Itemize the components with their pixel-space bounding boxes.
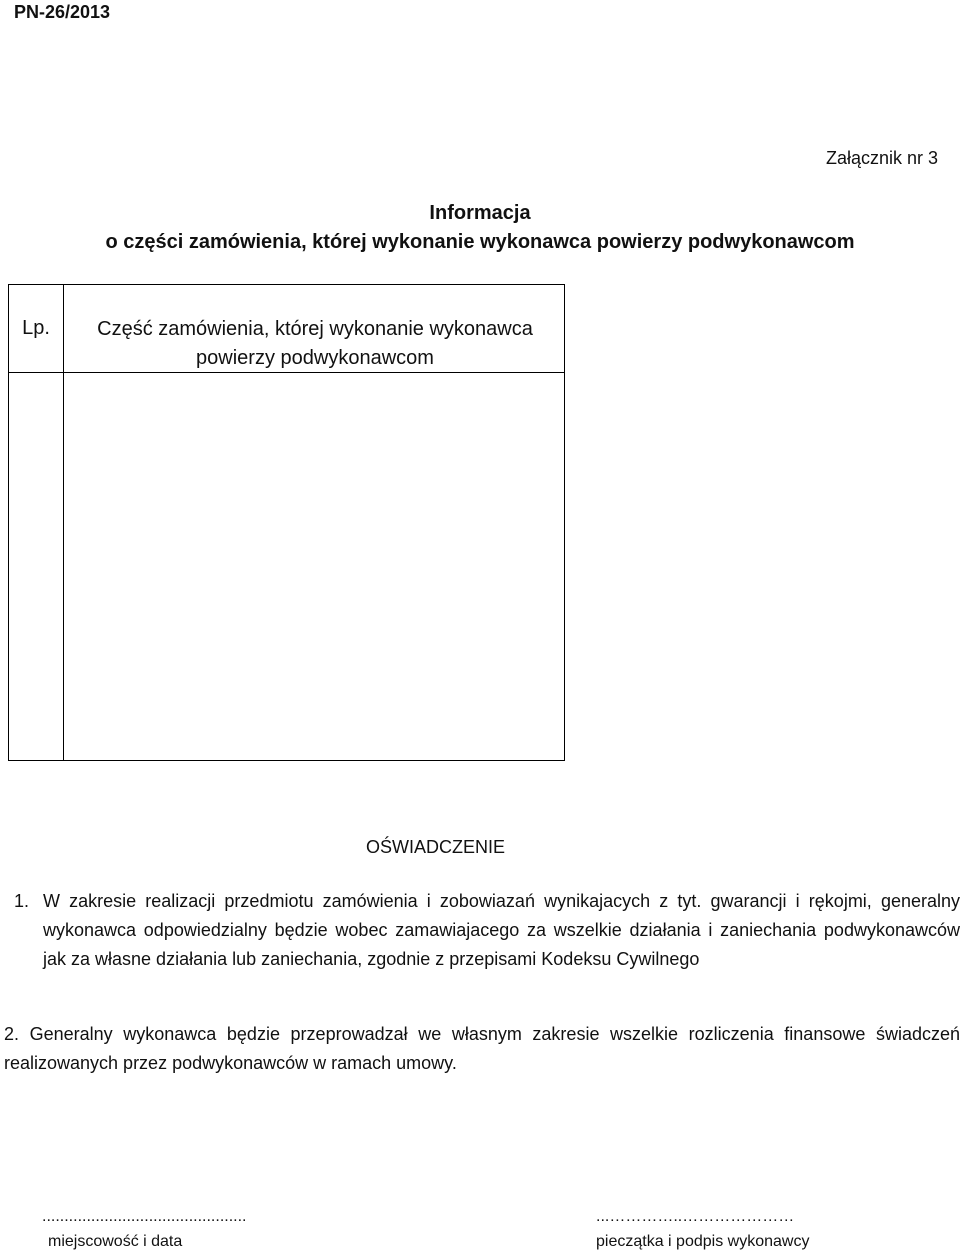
declaration-item-1	[14, 887, 960, 974]
declaration-item-text: W zakresie realizacji przedmiotu zamówienia i zobowiazań wynikajacych z tyt. gwarancji i rękojmi, generalny wykonawca odpowiedzialny będzie wobec zamawiajacego za wszelkie działania i zaniechania podwykonawców jak za własne działania lub zaniechania, zgodnie z przepisami Kodeksu Cywilnego	[43, 891, 960, 969]
document-subtitle: o części zamówienia, której wykonanie wykonawca powierzy podwykonawcom	[105, 231, 855, 253]
table-header-lp: Lp.	[22, 317, 50, 339]
place-date-line: ..............................................	[42, 1208, 247, 1225]
declaration-item-text: Generalny wykonawca będzie przeprowadzał we własnym zakresie wszelkie rozliczenia finansowe świadczeń realizowanych przez podwykonawców w ramach umowy.	[4, 1024, 960, 1073]
subcontract-table	[8, 284, 565, 761]
place-date-label: miejscowość i data	[48, 1233, 183, 1250]
declaration-item-2	[4, 1020, 960, 1078]
signature-label: pieczątka i podpis wykonawcy	[596, 1233, 810, 1250]
signature-line: ...…………..…………………	[596, 1208, 795, 1225]
declaration-item-number: 1.	[14, 891, 30, 911]
document-title: Informacja	[429, 202, 531, 224]
declaration-title: OŚWIADCZENIE	[366, 837, 506, 857]
table-header-part: Część zamówienia, której wykonanie wykonawca powierzy podwykonawcom	[97, 318, 533, 369]
declaration-item-number: 2.	[4, 1024, 20, 1044]
table-column-divider	[63, 285, 64, 760]
document-reference: PN-26/2013	[14, 2, 111, 22]
annex-label: Załącznik nr 3	[825, 148, 938, 168]
